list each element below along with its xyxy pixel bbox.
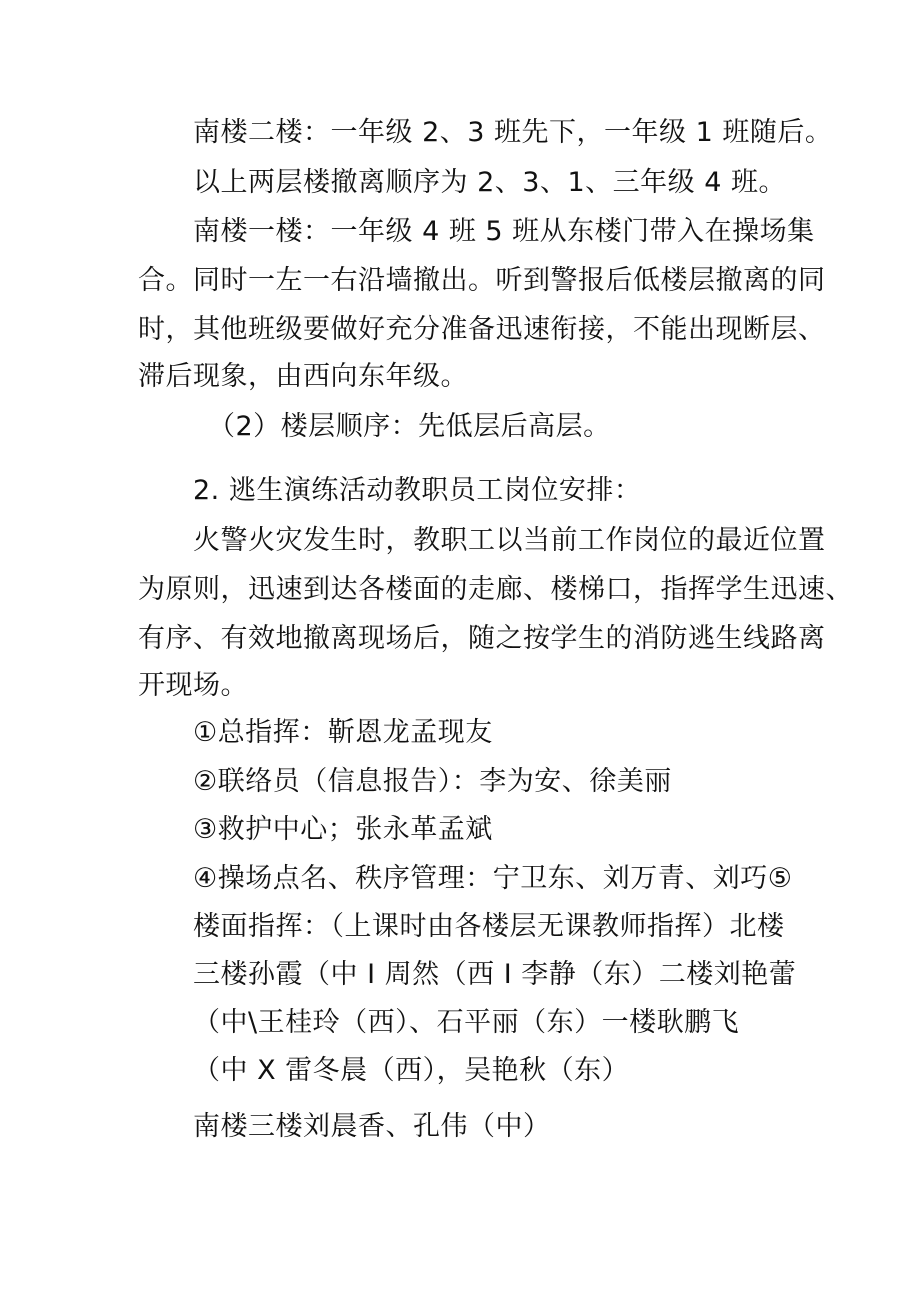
text-line-west-to-east: 滞后现象，由西向东年级。 xyxy=(138,361,468,392)
text-line-alarm-evacuation: 合。同时一左一右沿墙撤出。听到警报后低楼层撤离的同 xyxy=(138,265,826,296)
section-heading-staff-positions: 2. 逃生演练活动教职员工岗位安排： xyxy=(193,475,642,506)
text-line-other-classes: 时，其他班级要做好充分准备迅速衔接，不能出现断层、 xyxy=(138,314,826,345)
text-line-principle: 为原则，迅速到达各楼面的走廊、楼梯口，指挥学生迅速、 xyxy=(138,574,853,605)
text-line-south-floor-1: 南楼一楼：一年级 4 班 5 班从东楼门带入在操场集 xyxy=(193,216,815,247)
text-line-leave-scene: 开现场。 xyxy=(138,670,248,701)
list-item-floor-command: 楼面指挥：（上课时由各楼层无课教师指挥）北楼 xyxy=(193,911,785,942)
list-item-liaison: ②联络员（信息报告）：李为安、徐美丽 xyxy=(193,766,672,797)
text-line-south-floor-3: 南楼三楼刘晨香、孔伟（中） xyxy=(193,1111,551,1142)
list-item-commander: ①总指挥：靳恩龙孟现友 xyxy=(193,717,493,748)
text-line-south-floor-2: 南楼二楼：一年级 2、3 班先下，一年级 1 班随后。 xyxy=(193,117,833,148)
list-item-rescue-center: ③救护中心；张永革孟斌 xyxy=(193,814,493,845)
text-line-north-floor-2-1: （中\王桂玲（西）、石平丽（东）一楼耿鹏飞 xyxy=(193,1007,740,1038)
text-line-north-floor-1: （中 X 雷冬晨（西），吴艳秋（东） xyxy=(193,1055,630,1086)
text-line-orderly-evacuation: 有序、有效地撤离现场后，随之按学生的消防逃生线路离 xyxy=(138,623,826,654)
text-line-evacuation-order: 以上两层楼撤离顺序为 2、3、1、三年级 4 班。 xyxy=(193,167,786,198)
text-line-floor-order: （2）楼层顺序：先低层后高层。 xyxy=(208,411,611,442)
list-item-roll-call: ④操场点名、秩序管理：宁卫东、刘万青、刘巧⑤ xyxy=(193,863,793,894)
text-line-north-floor-3: 三楼孙霞（中 I 周然（西 I 李静（东）二楼刘艳蕾 xyxy=(193,959,797,990)
text-line-fire-alarm: 火警火灾发生时，教职工以当前工作岗位的最近位置 xyxy=(193,525,826,556)
